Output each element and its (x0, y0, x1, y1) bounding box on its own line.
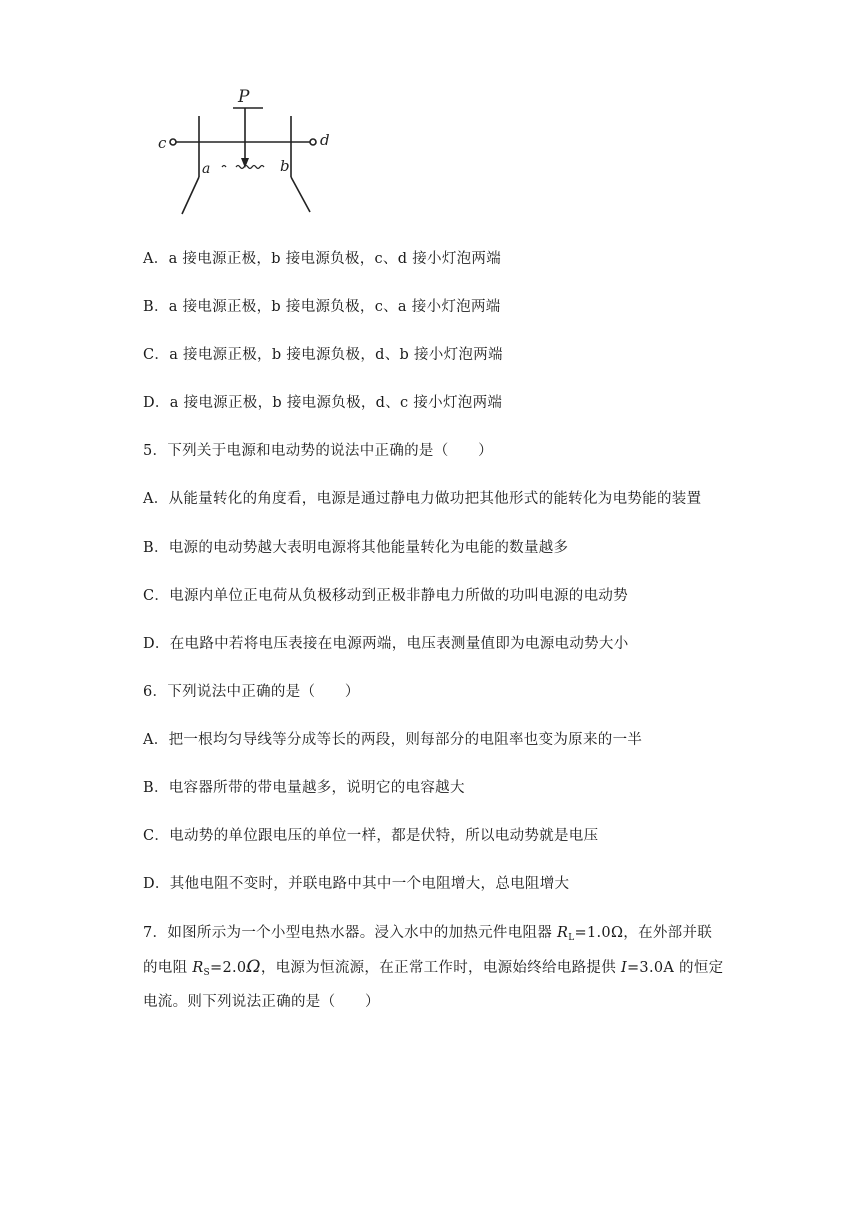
q7-text-2c: ，电源为恒流源，在正常工作时，电源始终给电路提供 (260, 960, 621, 976)
omega-symbol: Ω (246, 957, 261, 977)
label-b: b (280, 157, 290, 175)
q5-option-b: B．电源的电动势越大表明电源将其他能量转化为电能的数量越多 (143, 540, 569, 556)
q6-option-a: A．把一根均匀导线等分成等长的两段，则每部分的电阻率也变为原来的一半 (143, 732, 643, 748)
q7-text-2b: =2.0 (210, 960, 247, 976)
terminal-d (310, 139, 316, 145)
r1-symbol: $R_L$ (557, 925, 575, 943)
label-c: c (158, 134, 167, 152)
right-leg (291, 177, 310, 212)
q5-option-c: C．电源内单位正电荷从负极移动到正极非静电力所做的功叫电源的电动势 (143, 588, 628, 604)
q7-line-2 (143, 957, 723, 983)
q6-option-b: B．电容器所带的带电量越多，说明它的电容越大 (143, 780, 465, 796)
resistance-coil (222, 166, 264, 169)
left-leg (182, 177, 199, 214)
q7-line-1 (143, 923, 712, 948)
q7-text-1b: =1.0Ω，在外部并联 (574, 925, 713, 941)
label-d: d (320, 131, 330, 149)
q5-option-a: A．从能量转化的角度看，电源是通过静电力做功把其他形式的能转化为电势能的装置 (143, 491, 702, 507)
q6-option-c: C．电动势的单位跟电压的单位一样，都是伏特，所以电动势就是电压 (143, 828, 599, 844)
current-symbol: I (620, 960, 627, 976)
r2-symbol: $R_S$ (192, 960, 210, 978)
terminal-c (170, 139, 176, 145)
q7-text-2a: 的电阻 (143, 960, 193, 976)
q5-option-d: D．在电路中若将电压表接在电源两端，电压表测量值即为电源电动势大小 (143, 636, 629, 652)
q7-line-3: 电流。则下列说法正确的是（ ） (143, 994, 380, 1010)
label-a: a (202, 161, 211, 177)
q4-option-d: D．a 接电源正极，b 接电源负极，d、c 接小灯泡两端 (143, 395, 503, 411)
q4-option-b: B．a 接电源正极，b 接电源负极，c、a 接小灯泡两端 (143, 299, 501, 315)
label-p: P (238, 87, 250, 107)
q4-option-a: A．a 接电源正极，b 接电源负极，c、d 接小灯泡两端 (143, 251, 502, 267)
rheostat-diagram (150, 82, 350, 220)
q7-text-1a: 7．如图所示为一个小型电热水器。浸入水中的加热元件电阻器 (143, 925, 558, 941)
q6-option-d: D．其他电阻不变时，并联电路中其中一个电阻增大，总电阻增大 (143, 876, 570, 892)
q4-option-c: C．a 接电源正极，b 接电源负极，d、b 接小灯泡两端 (143, 347, 503, 363)
q7-text-2d: =3.0A 的恒定 (626, 960, 724, 976)
q6-stem: 6．下列说法中正确的是（ ） (143, 684, 360, 700)
q5-stem: 5．下列关于电源和电动势的说法中正确的是（ ） (143, 443, 493, 459)
